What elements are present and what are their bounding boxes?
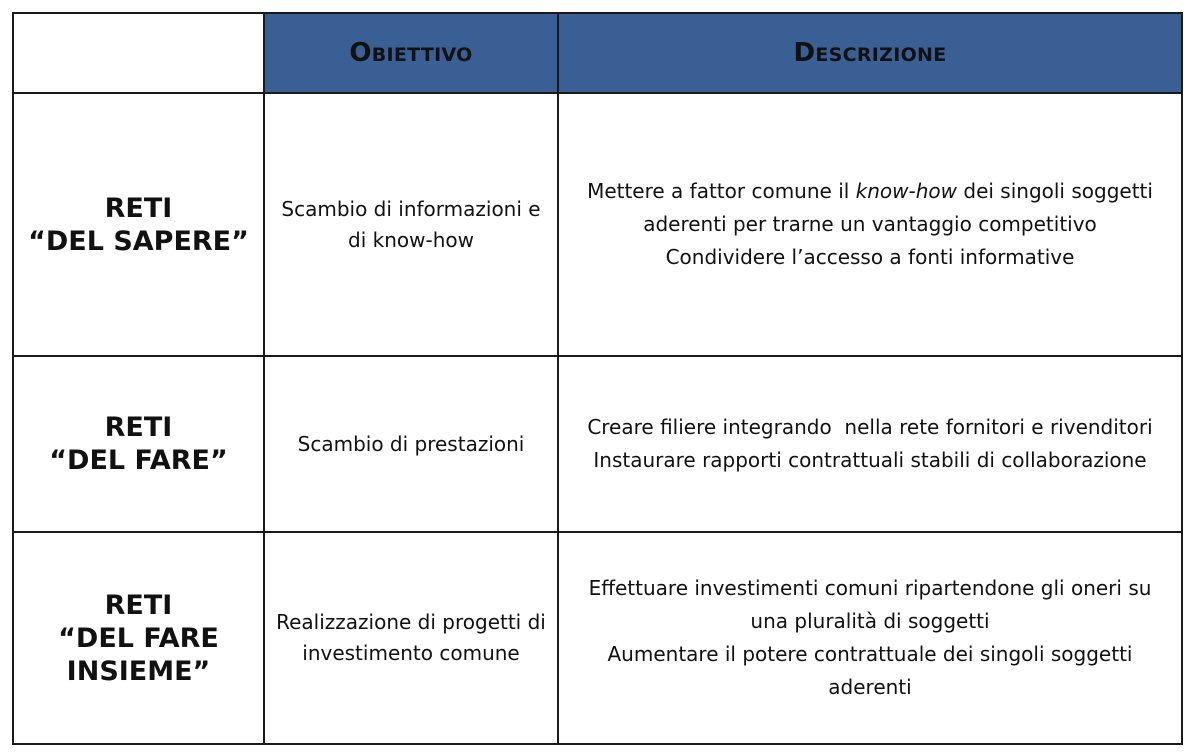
header-description-rest: ESCRIZIONE — [815, 44, 947, 66]
description-cell — [558, 356, 1182, 532]
row-label-line: INSIEME” — [66, 655, 211, 687]
objective-line: Scambio di prestazioni — [297, 431, 525, 456]
table-row-reti-del-sapere — [13, 93, 1182, 356]
objective-cell — [264, 356, 558, 532]
header-objective-rest: BIETTIVO — [371, 44, 473, 66]
network-types-table — [12, 12, 1183, 745]
objective-cell — [264, 532, 558, 744]
objective-line: investimento comune — [302, 641, 520, 665]
objective-line: Realizzazione di progetti di — [276, 610, 546, 634]
objective-cell — [264, 93, 558, 356]
header-row — [13, 13, 1182, 93]
objective-line: di know-how — [348, 227, 474, 252]
description-line: Aumentare il potere contrattuale dei singoli soggetti — [607, 642, 1133, 666]
description-line: una pluralità di soggetti — [750, 609, 990, 633]
description-cell — [558, 93, 1182, 356]
objective-line: Scambio di informazioni e — [281, 196, 541, 221]
row-label-line: “DEL FARE — [58, 622, 219, 654]
row-label — [13, 93, 264, 356]
row-label — [13, 356, 264, 532]
description-line: Instaurare rapporti contrattuali stabili di collaborazione — [593, 448, 1147, 472]
row-label — [13, 532, 264, 744]
description-line: Mettere a fattor comune il know-how dei singoli soggetti — [587, 179, 1153, 203]
description-line: aderenti — [828, 675, 912, 699]
header-empty-cell — [13, 13, 264, 93]
header-objective-initial: O — [349, 38, 372, 68]
table-row-reti-del-fare — [13, 356, 1182, 532]
row-label-line: “DEL SAPERE” — [28, 225, 249, 257]
description-line: aderenti per trarne un vantaggio competitivo — [643, 212, 1097, 236]
header-description-initial: D — [793, 38, 816, 68]
description-line: Condividere l’accesso a fonti informative — [665, 245, 1075, 269]
row-label-line: “DEL FARE” — [49, 445, 228, 476]
header-objective — [264, 13, 558, 93]
description-line: Effettuare investimenti comuni ripartendone gli oneri su — [588, 576, 1152, 600]
description-emphasis: know-how — [855, 179, 958, 203]
row-label-line: RETI — [104, 589, 173, 621]
description-cell — [558, 532, 1182, 744]
description-line: Creare filiere integrando nella rete fornitori e rivenditori — [587, 415, 1153, 439]
table-row-reti-del-fare-insieme — [13, 532, 1182, 744]
row-label-line: RETI — [104, 412, 173, 443]
header-description — [558, 13, 1182, 93]
row-label-line: RETI — [104, 192, 173, 224]
